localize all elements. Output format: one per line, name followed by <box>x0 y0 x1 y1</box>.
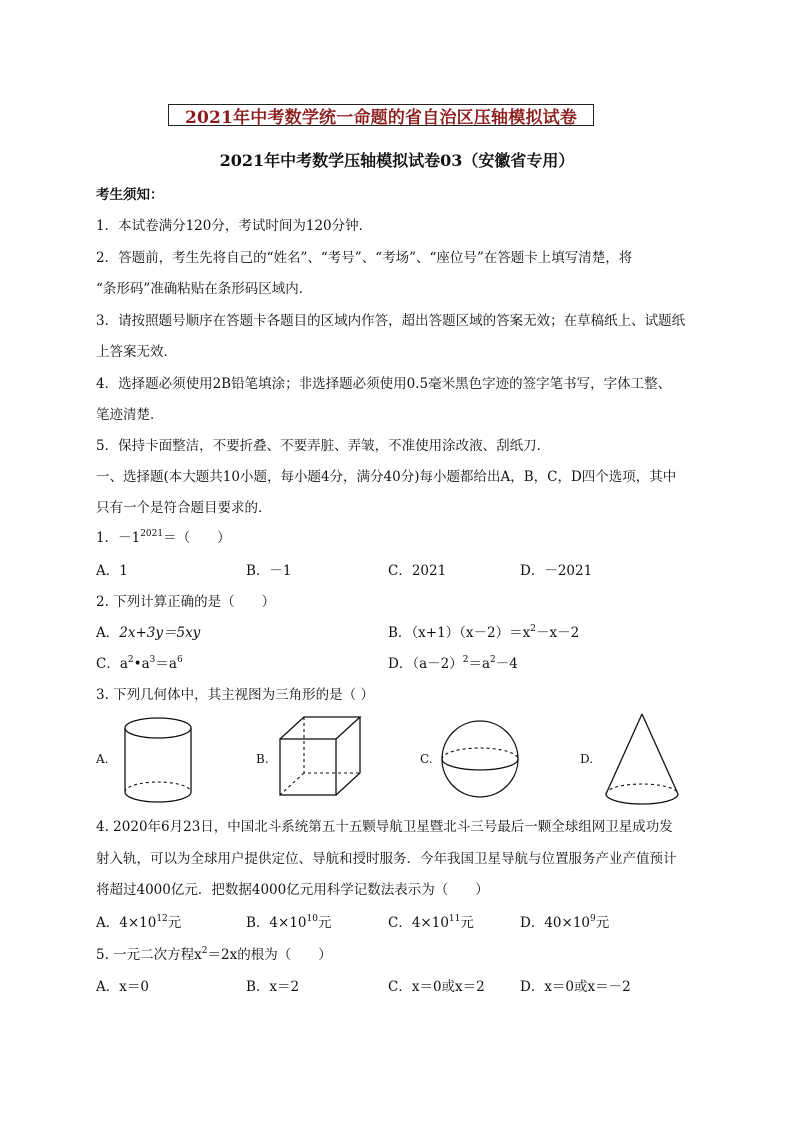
q3-option-b-label[interactable]: B. <box>256 752 269 766</box>
q5-option-c[interactable]: C．x＝0或x＝2 <box>388 979 485 995</box>
cone-figure <box>602 712 702 812</box>
notice-item-2-cont: “条形码”准确粘贴在条形码区域内． <box>96 281 313 297</box>
q2-stem: 2. 下列计算正确的是（ ） <box>96 594 276 610</box>
q5-option-a[interactable]: A．x＝0 <box>96 979 149 995</box>
q3-stem: 3. 下列几何体中，其主视图为三角形的是（ ） <box>96 687 374 703</box>
q1-option-c[interactable]: C．2021 <box>388 563 447 579</box>
q3-option-c-label[interactable]: C. <box>420 752 433 766</box>
notice-item-4: 4．选择题必须使用2B铅笔填涂；非选择题必须使用0.5毫米黑色字迹的签字笔书写，字体工整、 <box>96 376 672 392</box>
q4-stem-1: 4. 2020年6月23日，中国北斗系统第五十五颗导航卫星暨北斗三号最后一颗全球组网卫星成功发 <box>96 819 673 835</box>
q2-option-d[interactable]: D．$(a-2)^2=a^2-4$ <box>388 655 518 672</box>
q1-option-b[interactable]: B．－1 <box>246 563 292 579</box>
q4-stem-3: 将超过4000亿元．把数据4000亿元用科学记数法表示为（ ） <box>96 882 489 898</box>
q5-option-b[interactable]: B．x＝2 <box>246 979 300 995</box>
notice-heading: 考生须知： <box>96 187 164 203</box>
notice-item-2: 2．答题前，考生先将自己的“姓名”、“考号”、“考场”、“座位号”在答题卡上填写清楚，将 <box>96 250 633 266</box>
q2-option-b[interactable]: B．$(x+1)(x-2)=x^2-x-2$ <box>388 624 580 641</box>
cube-figure <box>278 715 378 815</box>
q4-option-a[interactable]: A．$4\times 10^{12}$元 <box>96 914 182 931</box>
notice-item-4-cont: 笔迹清楚． <box>96 407 164 423</box>
q5-option-d[interactable]: D．x＝0或x＝－2 <box>520 979 631 995</box>
notice-item-5: 5．保持卡面整洁，不要折叠、不要弄脏、弄皱，不准使用涂改液、刮纸刀． <box>96 438 551 454</box>
q4-option-c[interactable]: C．$4\times 10^{11}$元 <box>388 914 474 931</box>
section-heading-cont: 只有一个是符合题目要求的． <box>96 500 272 516</box>
section-heading: 一、选择题(本大题共10小题，每小题4分，满分40分)每小题都给出A，B，C，D四个选项，其中 <box>96 469 677 485</box>
q1-option-d[interactable]: D．－2021 <box>520 563 593 579</box>
notice-item-3-cont: 上答案无效． <box>96 344 177 360</box>
q4-stem-2: 射入轨，可以为全球用户提供定位、导航和授时服务．今年我国卫星导航与位置服务产业产值预计 <box>96 851 677 867</box>
notice-item-1: 1．本试卷满分120分，考试时间为120分钟． <box>96 218 373 234</box>
sphere-figure <box>440 719 530 809</box>
q1-option-a[interactable]: A．1 <box>96 563 128 579</box>
series-banner: 2021年中考数学统一命题的省自治区压轴模拟试卷 <box>168 104 594 126</box>
q4-option-b[interactable]: B．$4\times 10^{10}$元 <box>246 914 332 931</box>
q4-option-d[interactable]: D．$40\times 10^9$元 <box>520 914 610 931</box>
q5-stem: 5. 一元二次方程$x^2=2x$的根为（ ） <box>96 946 332 963</box>
q2-option-c[interactable]: C．$a^2•a^3=a^6$ <box>96 655 183 672</box>
cylinder-figure <box>118 712 218 812</box>
notice-item-3: 3．请按照题号顺序在答题卡各题目的区域内作答，超出答题区域的答案无效；在草稿纸上、试题纸 <box>96 313 686 329</box>
q3-option-d-label[interactable]: D. <box>580 752 594 766</box>
q3-option-a-label[interactable]: A. <box>96 752 109 766</box>
q1-stem: 1．$-1^{2021}=$（ ） <box>96 529 231 546</box>
exam-title: 2021年中考数学压轴模拟试卷03（安徽省专用） <box>219 151 575 170</box>
q2-option-a[interactable]: A．2x+3y＝5xy <box>96 625 201 641</box>
